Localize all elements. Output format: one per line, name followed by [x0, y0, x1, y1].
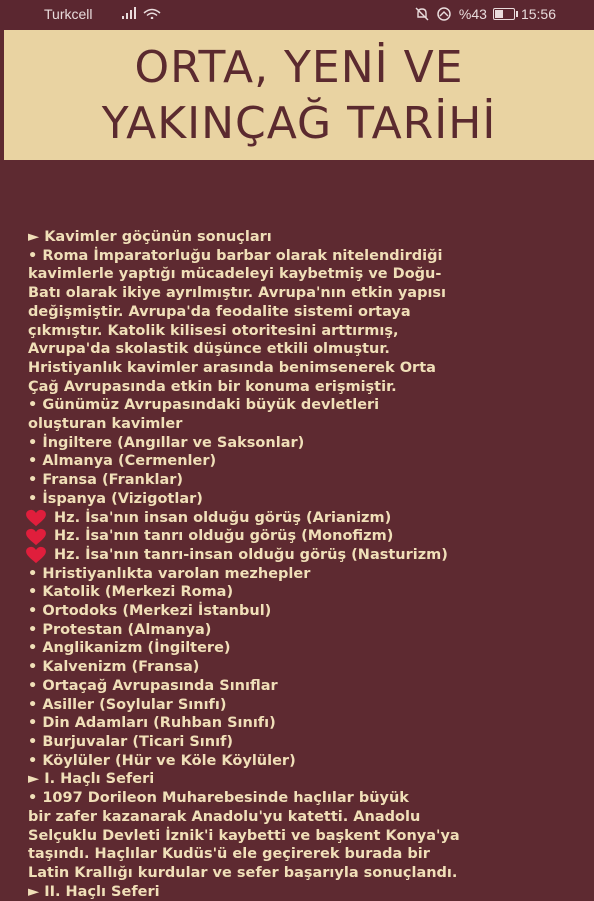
carrier-name: Turkcell: [44, 6, 93, 22]
content-line-text: • Din Adamları (Ruhban Sınıfı): [28, 715, 276, 732]
page-title-line2: YAKINÇAĞ TARİHİ: [101, 98, 497, 149]
content-line-text: Çağ Avrupasında etkin bir konuma erişmiştir.: [28, 378, 397, 395]
content-line-text: • Fransa (Franklar): [28, 472, 184, 489]
content-line-text: değişmiştir. Avrupa'da feodalite sistemi ortaya: [28, 303, 411, 320]
content-line: [28, 228, 588, 247]
content-line-text: Hz. İsa'nın insan olduğu görüş (Arianizm): [54, 509, 392, 526]
content-line: [28, 378, 588, 397]
title-banner: [4, 30, 594, 160]
content-line: [28, 452, 588, 471]
page-title: [4, 40, 594, 152]
content-line: [28, 415, 588, 434]
content-line: [28, 864, 588, 883]
content-line-text: kavimlerle yaptığı mücadeleyi kaybetmiş ve Doğu-: [28, 266, 442, 283]
content-line-text: ► Kavimler göçünün sonuçları: [28, 229, 272, 245]
content-line-text: • Almanya (Cermenler): [28, 453, 217, 470]
content-line-text: • İngiltere (Angıllar ve Saksonlar): [28, 434, 305, 451]
content-line-text: • Günümüz Avrupasındaki büyük devletleri: [28, 397, 380, 414]
content-line-text: • Burjuvalar (Ticari Sınıf): [28, 733, 234, 750]
content-line: [28, 639, 588, 658]
battery-percent: %43: [458, 6, 487, 22]
content-line: [28, 490, 588, 509]
content-line-text: • Hristiyanlıkta varolan mezhepler: [28, 565, 311, 582]
content-line-text: • Köylüler (Hür ve Köle Köylüler): [28, 752, 296, 769]
mute-icon: [415, 7, 429, 21]
content-line: [28, 396, 588, 415]
page-title-line1: ORTA, YENİ VE: [134, 42, 464, 93]
content-line-text: Hz. İsa'nın tanrı olduğu görüş (Monofizm): [54, 528, 394, 545]
status-bar: [0, 0, 594, 30]
content-line: [28, 434, 588, 453]
content-line: [28, 303, 588, 322]
content-line-text: oluşturan kavimler: [28, 416, 183, 433]
content-line-text: çıkmıştır. Katolik kilisesi otoritesini arttırmış,: [28, 322, 399, 339]
content-line-text: Hristiyanlık kavimler arasında benimsenerek Orta: [28, 359, 436, 376]
content-line: [28, 602, 588, 621]
content-line-text: ► I. Haçlı Seferi: [28, 771, 155, 788]
content-line: [28, 789, 588, 808]
data-saver-icon: [435, 7, 453, 21]
content-line-text: • İspanya (Vizigotlar): [28, 490, 203, 507]
content-line: [28, 808, 588, 827]
content-line: [28, 359, 588, 378]
content-line: [28, 714, 588, 733]
status-right-group: [415, 6, 556, 22]
content-line: [28, 696, 588, 715]
content-line: [28, 621, 588, 640]
battery-icon: [493, 8, 515, 20]
content-line-text: • 1097 Dorileon Muharebesinde haçlılar büyük: [28, 790, 409, 807]
content-line: [28, 247, 588, 266]
content-line-text: • Ortodoks (Merkezi İstanbul): [28, 603, 272, 620]
content-line: [28, 845, 588, 864]
content-line-text: bir zafer kazanarak Anadolu'yu katetti. Anadolu: [28, 808, 421, 825]
content-line: [24, 509, 588, 528]
content-line: [24, 527, 588, 546]
content-line: [24, 546, 588, 565]
content-line-text: Batı olarak ikiye ayrılmıştır. Avrupa'nın etkin yapısı: [28, 285, 447, 302]
heart-icon: [24, 546, 48, 564]
content-line: [28, 565, 588, 584]
content-line: [28, 284, 588, 303]
content-line: [28, 733, 588, 752]
content-line: [28, 658, 588, 677]
heart-icon: [24, 528, 48, 546]
content-line-text: Selçuklu Devleti İznik'i kaybetti ve başkent Konya'ya: [28, 827, 460, 844]
content-line-text: Hz. İsa'nın tanrı-insan olduğu görüş (Nasturizm): [54, 546, 448, 563]
content-line: [28, 883, 588, 901]
content-line: [28, 827, 588, 846]
heart-icon: [24, 509, 48, 527]
content-line-text: taşındı. Haçlılar Kudüs'ü ele geçirerek burada bir: [28, 846, 430, 863]
content-line-text: • Kalvenizm (Fransa): [28, 659, 200, 676]
content-line: [28, 770, 588, 789]
content-line-text: ► II. Haçlı Seferi: [28, 883, 160, 900]
content-line: [28, 265, 588, 284]
content-line-text: • Katolik (Merkezi Roma): [28, 584, 234, 601]
content-line: [28, 471, 588, 490]
content-line-text: • Roma İmparatorluğu barbar olarak nitelendirdiği: [28, 247, 443, 264]
content-line-text: • Asiller (Soylular Sınıfı): [28, 696, 227, 713]
clock-time: 15:56: [520, 6, 556, 22]
content-line: [28, 322, 588, 341]
content-line-text: Latin Krallığı kurdular ve sefer başarıyla sonuçlandı.: [28, 864, 458, 881]
content-line: [28, 752, 588, 771]
signal-wifi-icon: [122, 7, 162, 19]
content-line-text: • Anglikanizm (İngiltere): [28, 640, 231, 657]
content-line-text: • Ortaçağ Avrupasında Sınıflar: [28, 677, 278, 694]
article-content: [28, 228, 588, 901]
content-line: [28, 340, 588, 359]
content-line: [28, 583, 588, 602]
content-line-text: Avrupa'da skolastik düşünce etkili olmuştur.: [28, 341, 390, 358]
content-line: [28, 677, 588, 696]
content-line-text: • Protestan (Almanya): [28, 621, 212, 638]
